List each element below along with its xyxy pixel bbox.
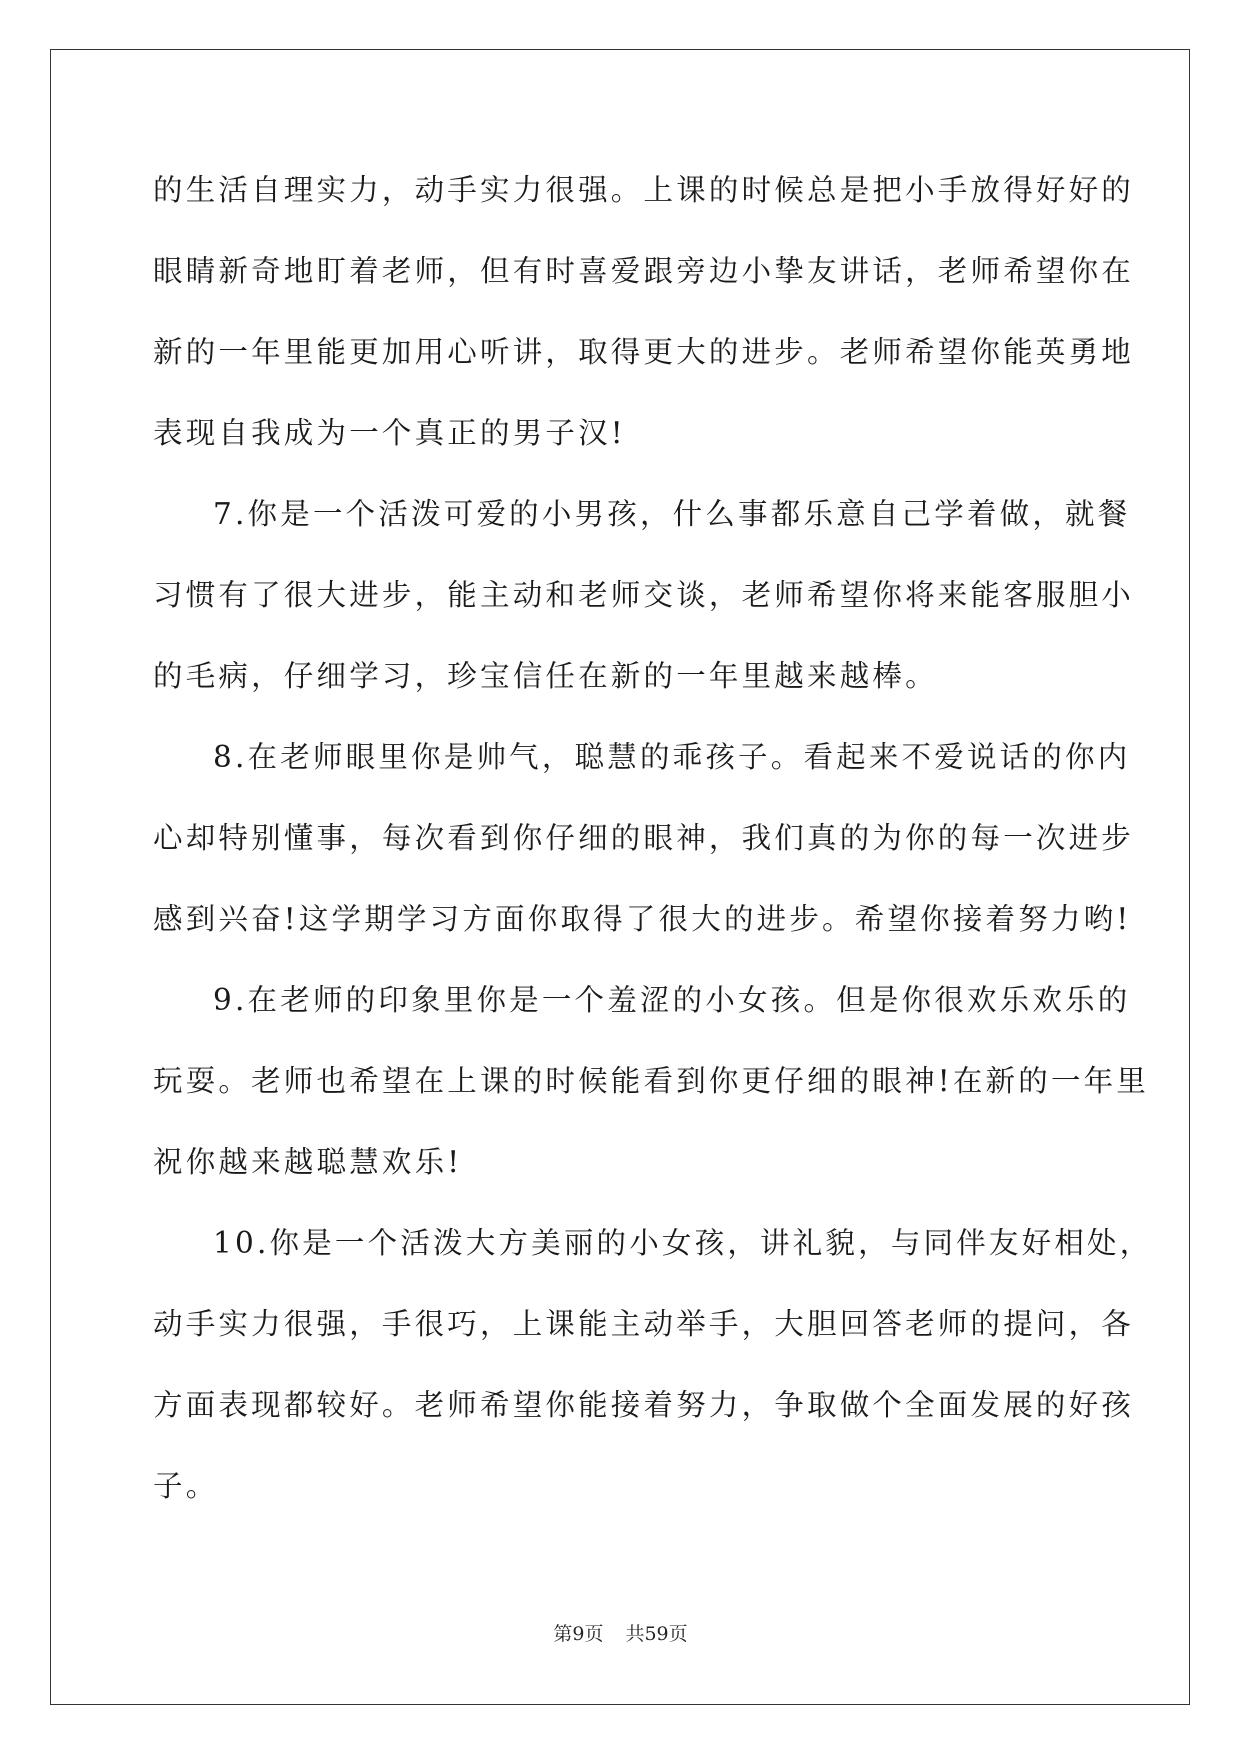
page-border (50, 49, 1190, 1705)
text-line: 玩耍。老师也希望在上课的时候能看到你更仔细的眼神!在新的一年里 (153, 1064, 1150, 1098)
paragraph-10-start: 10.你是一个活泼大方美丽的小女孩，讲礼貌，与同伴友好相处， (213, 1226, 1153, 1260)
text-line: 表现自我成为一个真正的男子汉! (153, 416, 626, 450)
page-footer (0, 1622, 1241, 1646)
text-line: 眼睛新奇地盯着老师，但有时喜爱跟旁边小挚友讲话，老师希望你在 (153, 254, 1135, 288)
text-line: 习惯有了很大进步，能主动和老师交谈，老师希望你将来能客服胆小 (153, 578, 1135, 612)
text-line: 祝你越来越聪慧欢乐! (153, 1145, 463, 1179)
text-line: 心却特别懂事，每次看到你仔细的眼神，我们真的为你的每一次进步 (153, 821, 1135, 855)
text-line: 新的一年里能更加用心听讲，取得更大的进步。老师希望你能英勇地 (153, 335, 1135, 369)
page-total: 共59页 (625, 1623, 688, 1645)
text-line: 的毛病，仔细学习，珍宝信任在新的一年里越来越棒。 (153, 659, 938, 693)
text-line: 感到兴奋!这学期学习方面你取得了很大的进步。希望你接着努力哟! (153, 902, 1132, 936)
text-line: 方面表现都较好。老师希望你能接着努力，争取做个全面发展的好孩 (153, 1388, 1135, 1422)
text-line: 动手实力很强，手很巧，上课能主动举手，大胆回答老师的提问，各 (153, 1307, 1135, 1341)
paragraph-7-start: 7.你是一个活泼可爱的小男孩，什么事都乐意自己学着做，就餐 (213, 497, 1131, 531)
paragraph-8-start: 8.在老师眼里你是帅气，聪慧的乖孩子。看起来不爱说话的你内 (213, 740, 1131, 774)
paragraph-9-start: 9.在老师的印象里你是一个羞涩的小女孩。但是你很欢乐欢乐的 (213, 983, 1131, 1017)
text-line: 子。 (153, 1469, 219, 1503)
page-number: 第9页 (553, 1623, 604, 1645)
text-line: 的生活自理实力，动手实力很强。上课的时候总是把小手放得好好的 (153, 173, 1135, 207)
